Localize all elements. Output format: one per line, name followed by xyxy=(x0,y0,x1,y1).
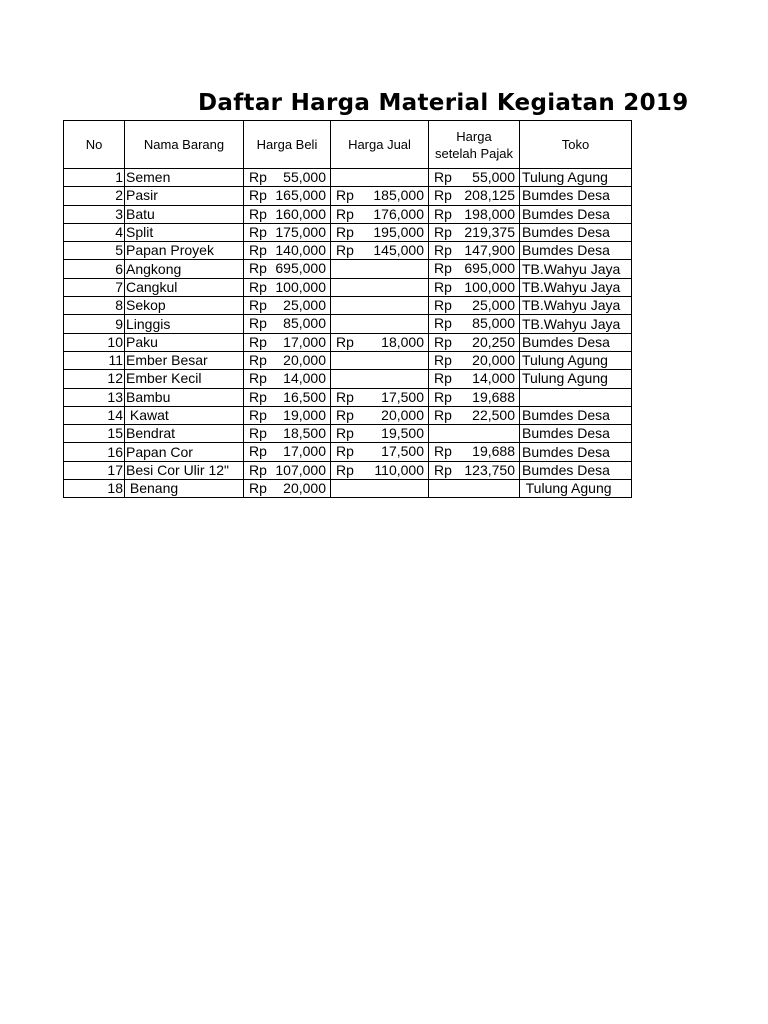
cell-harga-beli xyxy=(244,315,331,333)
amount-value: 160,000 xyxy=(275,205,326,222)
cell-toko: Bumdes Desa xyxy=(520,333,632,351)
amount-value: 176,000 xyxy=(373,205,424,222)
table-row xyxy=(64,388,632,406)
amount-value: 107,000 xyxy=(275,461,326,478)
cell-no: 2 xyxy=(64,187,125,205)
cell-harga-setelah-pajak xyxy=(429,278,520,296)
amount-value: 17,000 xyxy=(283,443,326,460)
table-row xyxy=(64,187,632,205)
amount-value: 20,250 xyxy=(472,333,515,350)
cell-toko: Bumdes Desa xyxy=(520,223,632,241)
currency-label: Rp xyxy=(434,297,452,314)
cell-harga-beli xyxy=(244,351,331,369)
amount-value: 695,000 xyxy=(275,260,326,277)
currency-label: Rp xyxy=(434,333,452,350)
amount-value: 20,000 xyxy=(472,351,515,368)
currency-label: Rp xyxy=(249,315,267,332)
currency-label: Rp xyxy=(249,388,267,405)
cell-harga-jual xyxy=(331,461,429,479)
cell-harga-setelah-pajak xyxy=(429,388,520,406)
table-row xyxy=(64,461,632,479)
cell-no: 18 xyxy=(64,480,125,498)
currency-label: Rp xyxy=(434,461,452,478)
cell-harga-setelah-pajak xyxy=(429,480,520,498)
table-row xyxy=(64,242,632,260)
cell-harga-jual xyxy=(331,315,429,333)
amount-value: 85,000 xyxy=(472,315,515,332)
cell-harga-setelah-pajak xyxy=(429,351,520,369)
cell-harga-setelah-pajak xyxy=(429,370,520,388)
currency-label: Rp xyxy=(336,388,354,405)
amount-value: 18,000 xyxy=(381,333,424,350)
amount-value: 198,000 xyxy=(464,205,515,222)
currency-label: Rp xyxy=(434,406,452,423)
cell-harga-beli xyxy=(244,223,331,241)
cell-toko: Tulung Agung xyxy=(520,351,632,369)
cell-harga-jual xyxy=(331,278,429,296)
amount-value: 145,000 xyxy=(373,242,424,259)
cell-toko: Bumdes Desa xyxy=(520,443,632,461)
amount-value: 165,000 xyxy=(275,187,326,204)
amount-value: 85,000 xyxy=(283,315,326,332)
currency-label: Rp xyxy=(336,187,354,204)
cell-harga-beli xyxy=(244,461,331,479)
currency-label: Rp xyxy=(336,242,354,259)
cell-harga-beli xyxy=(244,187,331,205)
cell-harga-jual xyxy=(331,297,429,315)
table-row xyxy=(64,315,632,333)
cell-nama-barang: Split xyxy=(125,223,244,241)
col-header-nama-barang: Nama Barang xyxy=(125,121,244,169)
cell-nama-barang: Ember Kecil xyxy=(125,370,244,388)
cell-toko: TB.Wahyu Jaya xyxy=(520,278,632,296)
cell-harga-beli xyxy=(244,425,331,443)
currency-label: Rp xyxy=(336,461,354,478)
amount-value: 100,000 xyxy=(464,278,515,295)
amount-value: 19,688 xyxy=(472,388,515,405)
currency-label: Rp xyxy=(434,169,452,185)
cell-harga-jual xyxy=(331,480,429,498)
cell-harga-beli xyxy=(244,406,331,424)
amount-value: 19,000 xyxy=(283,406,326,423)
cell-harga-beli xyxy=(244,242,331,260)
cell-toko: Tulung Agung xyxy=(520,169,632,187)
amount-value: 19,500 xyxy=(381,425,424,442)
cell-no: 11 xyxy=(64,351,125,369)
cell-no: 3 xyxy=(64,205,125,223)
currency-label: Rp xyxy=(249,406,267,423)
cell-harga-setelah-pajak xyxy=(429,260,520,278)
cell-toko: Bumdes Desa xyxy=(520,205,632,223)
currency-label: Rp xyxy=(434,223,452,240)
cell-harga-jual xyxy=(331,223,429,241)
cell-nama-barang: Papan Proyek xyxy=(125,242,244,260)
cell-nama-barang: Kawat xyxy=(125,406,244,424)
col-header-harga-pajak xyxy=(429,121,520,169)
cell-nama-barang: Semen xyxy=(125,169,244,187)
cell-harga-jual xyxy=(331,351,429,369)
cell-nama-barang: Bambu xyxy=(125,388,244,406)
cell-harga-setelah-pajak xyxy=(429,223,520,241)
table-row xyxy=(64,333,632,351)
cell-no: 8 xyxy=(64,297,125,315)
amount-value: 55,000 xyxy=(472,169,515,185)
table-row xyxy=(64,370,632,388)
cell-harga-setelah-pajak xyxy=(429,406,520,424)
currency-label: Rp xyxy=(336,425,354,442)
cell-no: 4 xyxy=(64,223,125,241)
table-row xyxy=(64,480,632,498)
cell-toko: Bumdes Desa xyxy=(520,242,632,260)
cell-toko: Bumdes Desa xyxy=(520,187,632,205)
cell-no: 6 xyxy=(64,260,125,278)
cell-no: 12 xyxy=(64,370,125,388)
currency-label: Rp xyxy=(434,278,452,295)
currency-label: Rp xyxy=(434,260,452,277)
amount-value: 19,688 xyxy=(472,443,515,460)
cell-harga-beli xyxy=(244,278,331,296)
amount-value: 14,000 xyxy=(283,370,326,387)
cell-toko: Tulung Agung xyxy=(520,480,632,498)
cell-harga-beli xyxy=(244,388,331,406)
col-header-harga-jual: Harga Jual xyxy=(331,121,429,169)
table-row xyxy=(64,278,632,296)
cell-no: 9 xyxy=(64,315,125,333)
cell-no: 14 xyxy=(64,406,125,424)
currency-label: Rp xyxy=(249,260,267,277)
cell-nama-barang: Sekop xyxy=(125,297,244,315)
cell-harga-beli xyxy=(244,333,331,351)
cell-nama-barang: Angkong xyxy=(125,260,244,278)
cell-no: 1 xyxy=(64,169,125,187)
currency-label: Rp xyxy=(249,205,267,222)
amount-value: 55,000 xyxy=(283,169,326,185)
col-header-no: No xyxy=(64,121,125,169)
cell-nama-barang: Benang xyxy=(125,480,244,498)
currency-label: Rp xyxy=(434,205,452,222)
amount-value: 140,000 xyxy=(275,242,326,259)
cell-nama-barang: Besi Cor Ulir 12" xyxy=(125,461,244,479)
amount-value: 195,000 xyxy=(373,223,424,240)
cell-nama-barang: Paku xyxy=(125,333,244,351)
cell-harga-setelah-pajak xyxy=(429,425,520,443)
cell-harga-jual xyxy=(331,260,429,278)
amount-value: 25,000 xyxy=(472,297,515,314)
amount-value: 18,500 xyxy=(283,425,326,442)
amount-value: 17,500 xyxy=(381,443,424,460)
currency-label: Rp xyxy=(434,187,452,204)
cell-harga-setelah-pajak xyxy=(429,169,520,187)
cell-harga-setelah-pajak xyxy=(429,461,520,479)
cell-toko: Bumdes Desa xyxy=(520,406,632,424)
cell-harga-beli xyxy=(244,443,331,461)
cell-toko: TB.Wahyu Jaya xyxy=(520,297,632,315)
cell-harga-beli xyxy=(244,297,331,315)
header-row xyxy=(64,121,632,169)
cell-harga-jual xyxy=(331,187,429,205)
cell-harga-beli xyxy=(244,169,331,187)
amount-value: 14,000 xyxy=(472,370,515,387)
cell-toko: TB.Wahyu Jaya xyxy=(520,260,632,278)
cell-no: 16 xyxy=(64,443,125,461)
cell-no: 10 xyxy=(64,333,125,351)
col-header-harga-pajak-line2: setelah Pajak xyxy=(434,145,514,161)
currency-label: Rp xyxy=(249,187,267,204)
amount-value: 110,000 xyxy=(374,461,424,478)
currency-label: Rp xyxy=(434,443,452,460)
amount-value: 16,500 xyxy=(283,388,326,405)
currency-label: Rp xyxy=(249,297,267,314)
cell-harga-beli xyxy=(244,260,331,278)
currency-label: Rp xyxy=(249,242,267,259)
amount-value: 100,000 xyxy=(275,278,326,295)
currency-label: Rp xyxy=(249,461,267,478)
cell-harga-jual xyxy=(331,388,429,406)
cell-toko: Bumdes Desa xyxy=(520,461,632,479)
col-header-toko: Toko xyxy=(520,121,632,169)
cell-harga-setelah-pajak xyxy=(429,297,520,315)
currency-label: Rp xyxy=(249,278,267,295)
table-row xyxy=(64,425,632,443)
currency-label: Rp xyxy=(249,169,267,185)
col-header-harga-pajak-line1: Harga xyxy=(456,128,492,144)
table-row xyxy=(64,443,632,461)
cell-nama-barang: Papan Cor xyxy=(125,443,244,461)
table-row xyxy=(64,205,632,223)
cell-nama-barang: Linggis xyxy=(125,315,244,333)
cell-harga-jual xyxy=(331,333,429,351)
cell-no: 13 xyxy=(64,388,125,406)
currency-label: Rp xyxy=(434,242,452,259)
cell-toko: Bumdes Desa xyxy=(520,425,632,443)
cell-harga-jual xyxy=(331,406,429,424)
currency-label: Rp xyxy=(249,223,267,240)
amount-value: 17,000 xyxy=(283,333,326,350)
sheet-title: Daftar Harga Material Kegiatan 2019 xyxy=(198,90,689,116)
currency-label: Rp xyxy=(249,425,267,442)
amount-value: 25,000 xyxy=(283,297,326,314)
table-row xyxy=(64,223,632,241)
currency-label: Rp xyxy=(336,443,354,460)
cell-harga-jual xyxy=(331,425,429,443)
amount-value: 208,125 xyxy=(464,187,515,204)
currency-label: Rp xyxy=(434,388,452,405)
table-row xyxy=(64,260,632,278)
cell-harga-jual xyxy=(331,169,429,187)
amount-value: 219,375 xyxy=(464,223,515,240)
cell-toko: TB.Wahyu Jaya xyxy=(520,315,632,333)
currency-label: Rp xyxy=(336,223,354,240)
cell-nama-barang: Ember Besar xyxy=(125,351,244,369)
cell-no: 15 xyxy=(64,425,125,443)
cell-harga-jual xyxy=(331,443,429,461)
currency-label: Rp xyxy=(434,370,452,387)
amount-value: 20,000 xyxy=(381,406,424,423)
cell-nama-barang: Batu xyxy=(125,205,244,223)
currency-label: Rp xyxy=(249,443,267,460)
cell-nama-barang: Cangkul xyxy=(125,278,244,296)
cell-harga-beli xyxy=(244,480,331,498)
cell-toko: Tulung Agung xyxy=(520,370,632,388)
currency-label: Rp xyxy=(336,333,354,350)
cell-no: 5 xyxy=(64,242,125,260)
amount-value: 20,000 xyxy=(283,480,326,497)
cell-harga-jual xyxy=(331,205,429,223)
currency-label: Rp xyxy=(249,480,267,497)
currency-label: Rp xyxy=(249,333,267,350)
currency-label: Rp xyxy=(336,205,354,222)
cell-harga-setelah-pajak xyxy=(429,315,520,333)
cell-harga-setelah-pajak xyxy=(429,242,520,260)
price-table xyxy=(63,120,632,498)
amount-value: 20,000 xyxy=(283,351,326,368)
cell-harga-jual xyxy=(331,370,429,388)
cell-harga-setelah-pajak xyxy=(429,333,520,351)
amount-value: 147,900 xyxy=(464,242,515,259)
cell-toko xyxy=(520,388,632,406)
cell-harga-beli xyxy=(244,370,331,388)
cell-no: 7 xyxy=(64,278,125,296)
currency-label: Rp xyxy=(434,315,452,332)
currency-label: Rp xyxy=(249,351,267,368)
currency-label: Rp xyxy=(434,351,452,368)
amount-value: 175,000 xyxy=(275,223,326,240)
cell-harga-setelah-pajak xyxy=(429,187,520,205)
cell-harga-setelah-pajak xyxy=(429,205,520,223)
table-body xyxy=(64,169,632,498)
amount-value: 185,000 xyxy=(373,187,424,204)
table-row xyxy=(64,297,632,315)
cell-no: 17 xyxy=(64,461,125,479)
cell-harga-beli xyxy=(244,205,331,223)
amount-value: 695,000 xyxy=(464,260,515,277)
amount-value: 22,500 xyxy=(472,406,515,423)
cell-nama-barang: Bendrat xyxy=(125,425,244,443)
cell-harga-jual xyxy=(331,242,429,260)
cell-nama-barang: Pasir xyxy=(125,187,244,205)
currency-label: Rp xyxy=(249,370,267,387)
currency-label: Rp xyxy=(336,406,354,423)
table-row xyxy=(64,406,632,424)
col-header-harga-beli: Harga Beli xyxy=(244,121,331,169)
amount-value: 17,500 xyxy=(381,388,424,405)
cell-harga-setelah-pajak xyxy=(429,443,520,461)
amount-value: 123,750 xyxy=(464,461,515,478)
table-row xyxy=(64,351,632,369)
table-row xyxy=(64,169,632,187)
